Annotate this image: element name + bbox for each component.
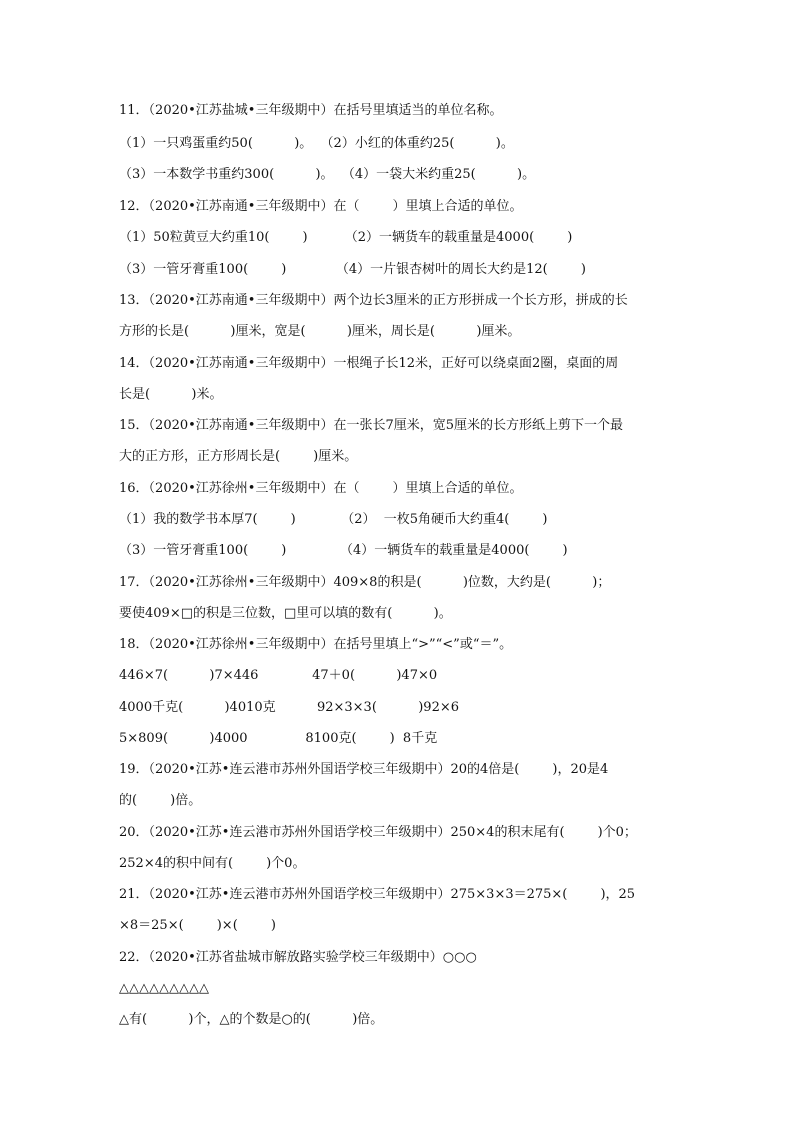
q11-items-3-4: （3）一本数学书重约300( )。 （4）一袋大米约重25( )。: [119, 167, 536, 182]
q20-line-1: 20．（2020•江苏•连云港市苏州外国语学校三年级期中）250×4的积末尾有( )个0；: [119, 825, 637, 840]
q15-line-2: 大的正方形，正方形周长是( )厘米。: [119, 449, 358, 464]
q22-triangles: △△△△△△△△△: [119, 981, 209, 996]
q21-line-1: 21．（2020•江苏•连云港市苏州外国语学校三年级期中）275×3×3＝275×( )，25: [119, 887, 636, 902]
q11-title: 11．（2020•江苏盐城•三年级期中）在括号里填适当的单位名称。: [119, 103, 503, 118]
q16-title: 16．（2020•江苏徐州•三年级期中）在（ ）里填上合适的单位。: [119, 481, 523, 496]
q18-row-3: 5×809( )4000 8100克( ) 8千克: [119, 731, 438, 746]
q12-items-1-2: （1）50粒黄豆大约重10( ) （2）一辆货车的载重量是4000( ): [119, 230, 573, 245]
q22-line-1: 22．（2020•江苏省盐城市解放路实验学校三年级期中）○○○: [119, 950, 477, 965]
q14-line-2: 长是( )米。: [119, 387, 223, 402]
q14-line-1: 14．（2020•江苏南通•三年级期中）一根绳子长12米，正好可以绕桌面2圈，桌面的周: [119, 356, 619, 371]
q16-items-3-4: （3）一管牙膏重100( ) （4）一辆货车的载重量是4000( ): [119, 543, 568, 558]
q17-line-1: 17．（2020•江苏徐州•三年级期中）409×8的积是( )位数，大约是( )；: [119, 575, 611, 590]
q19-line-2: 的( )倍。: [119, 793, 202, 808]
q18-row-2: 4000千克( )4010克 92×3×3( )92×6: [119, 700, 459, 715]
q16-items-1-2: （1）我的数学书本厚7( ) （2） 一枚5角硬币大约重4( ): [119, 512, 548, 527]
q19-line-1: 19．（2020•江苏•连云港市苏州外国语学校三年级期中）20的4倍是( )，20是4: [119, 762, 609, 777]
q18-row-1: 446×7( )7×446 47＋0( )47×0: [119, 668, 438, 683]
q17-line-2: 要使409×□的积是三位数，□里可以填的数有( )。: [119, 606, 452, 621]
q12-title: 12．（2020•江苏南通•三年级期中）在（ ）里填上合适的单位。: [119, 199, 523, 214]
q13-line-2: 方形的长是( )厘米，宽是( )厘米，周长是( )厘米。: [119, 324, 521, 339]
q21-line-2: ×8＝25×( )×( ): [119, 918, 276, 933]
q15-line-1: 15．（2020•江苏南通•三年级期中）在一张长7厘米，宽5厘米的长方形纸上剪下一个最: [119, 418, 624, 433]
q18-title: 18．（2020•江苏徐州•三年级期中）在括号里填上“>”“<”或“＝”。: [119, 637, 513, 652]
q22-question: △有( )个，△的个数是○的( )倍。: [119, 1012, 384, 1027]
q13-line-1: 13．（2020•江苏南通•三年级期中）两个边长3厘米的正方形拼成一个长方形，拼成的长: [119, 293, 628, 308]
q11-items-1-2: （1）一只鸡蛋重约50( )。 （2）小红的体重约25( )。: [119, 136, 514, 151]
q12-items-3-4: （3）一管牙膏重100( ) （4）一片银杏树叶的周长大约是12( ): [119, 262, 586, 277]
q20-line-2: 252×4的积中间有( )个0。: [119, 856, 306, 871]
